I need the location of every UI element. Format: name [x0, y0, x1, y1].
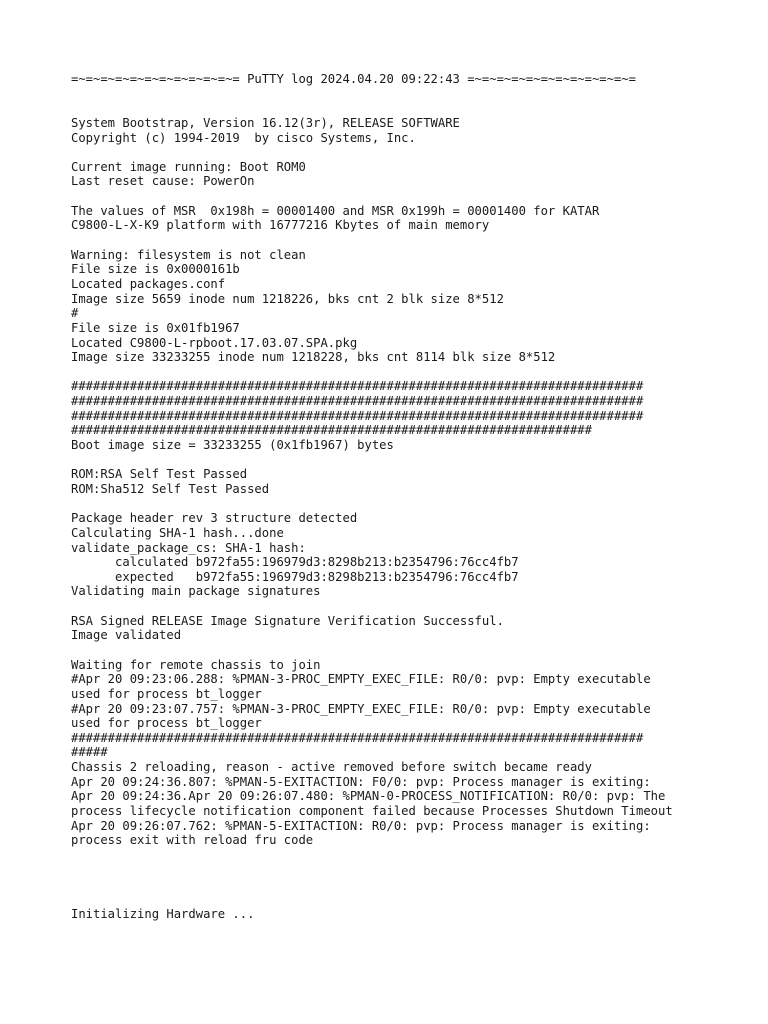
log-line: Image validated: [71, 628, 182, 643]
log-line: Located packages.conf: [71, 276, 226, 291]
blank-line: [71, 189, 711, 204]
log-line: =~=~=~=~=~=~=~=~=~=~=~= PuTTY log 2024.04.20 09:22:43 =~=~=~=~=~=~=~=~=~=~=~=: [71, 72, 636, 86]
log-line: ROM:RSA Self Test Passed: [71, 467, 248, 482]
log-line: Last reset cause: PowerOn: [71, 174, 255, 189]
log-line: The values of MSR 0x198h = 00001400 and MSR 0x199h = 00001400 for KATAR: [71, 203, 600, 218]
log-line: Calculating SHA-1 hash...done: [71, 525, 284, 540]
blank-line: [71, 892, 711, 907]
blank-line: [71, 599, 711, 614]
log-line: #######################################################################: [71, 423, 592, 438]
log-line: File size is 0x0000161b: [71, 262, 240, 277]
blank-line: [71, 365, 711, 380]
log-line: Apr 20 09:24:36.807: %PMAN-5-EXITACTION: F0/0: pvp: Process manager is exiting:: [71, 774, 651, 789]
log-line: Apr 20 09:24:36.Apr 20 09:26:07.480: %PMAN-0-PROCESS_NOTIFICATION: R0/0: pvp: The: [71, 789, 666, 804]
blank-line: [71, 877, 711, 892]
blank-line: [71, 863, 711, 878]
log-line: #: [71, 306, 79, 321]
log-line: ROM:Sha512 Self Test Passed: [71, 481, 270, 496]
log-line: Package header rev 3 structure detected: [71, 511, 358, 526]
blank-line: [71, 643, 711, 658]
log-line: Validating main package signatures: [71, 584, 321, 599]
blank-line: [71, 233, 711, 248]
log-line: Copyright (c) 1994-2019 by cisco Systems, Inc.: [71, 130, 416, 145]
blank-line: [71, 87, 711, 102]
log-line: Chassis 2 reloading, reason - active removed before switch became ready: [71, 760, 592, 775]
log-line: Located C9800-L-rpboot.17.03.07.SPA.pkg: [71, 335, 358, 350]
log-line: ##############################################################################: [71, 408, 644, 423]
log-line: calculated b972fa55:196979d3:8298b213:b2354796:76cc4fb7: [71, 555, 519, 570]
log-line: process exit with reload fru code: [71, 833, 314, 848]
log-line: Initializing Hardware ...: [71, 906, 255, 921]
log-line: Apr 20 09:26:07.762: %PMAN-5-EXITACTION: R0/0: pvp: Process manager is exiting:: [71, 818, 651, 833]
putty-log-document: [71, 72, 711, 921]
blank-line: [71, 848, 711, 863]
blank-line: [71, 497, 711, 512]
blank-line: [71, 145, 711, 160]
log-line: ##############################################################################: [71, 394, 644, 409]
log-line: #Apr 20 09:23:06.288: %PMAN-3-PROC_EMPTY_EXEC_FILE: R0/0: pvp: Empty executable: [71, 672, 651, 687]
log-line: C9800-L-X-K9 platform with 16777216 Kbytes of main memory: [71, 218, 490, 233]
log-line: Current image running: Boot ROM0: [71, 159, 306, 174]
log-line: System Bootstrap, Version 16.12(3r), RELEASE SOFTWARE: [71, 115, 460, 130]
log-line: Image size 33233255 inode num 1218228, bks cnt 8114 blk size 8*512: [71, 350, 556, 365]
blank-line: [71, 101, 711, 116]
log-line: File size is 0x01fb1967: [71, 320, 240, 335]
log-line: #Apr 20 09:23:07.757: %PMAN-3-PROC_EMPTY_EXEC_FILE: R0/0: pvp: Empty executable: [71, 701, 651, 716]
log-line: RSA Signed RELEASE Image Signature Verification Successful.: [71, 613, 504, 628]
log-line: Image size 5659 inode num 1218226, bks cnt 2 blk size 8*512: [71, 291, 504, 306]
log-line: process lifecycle notification component failed because Processes Shutdown Timeout: [71, 804, 673, 819]
log-line: Warning: filesystem is not clean: [71, 247, 306, 262]
log-line: expected b972fa55:196979d3:8298b213:b2354796:76cc4fb7: [71, 569, 519, 584]
log-line: used for process bt_logger: [71, 716, 262, 731]
log-line: ##############################################################################: [71, 379, 644, 394]
log-line: used for process bt_logger: [71, 686, 262, 701]
log-line: Waiting for remote chassis to join: [71, 657, 321, 672]
blank-line: [71, 453, 711, 468]
log-line: Boot image size = 33233255 (0x1fb1967) bytes: [71, 438, 394, 453]
log-line: ##############################################################################: [71, 730, 644, 745]
log-line: validate_package_cs: SHA-1 hash:: [71, 540, 306, 555]
log-line: #####: [71, 745, 108, 760]
